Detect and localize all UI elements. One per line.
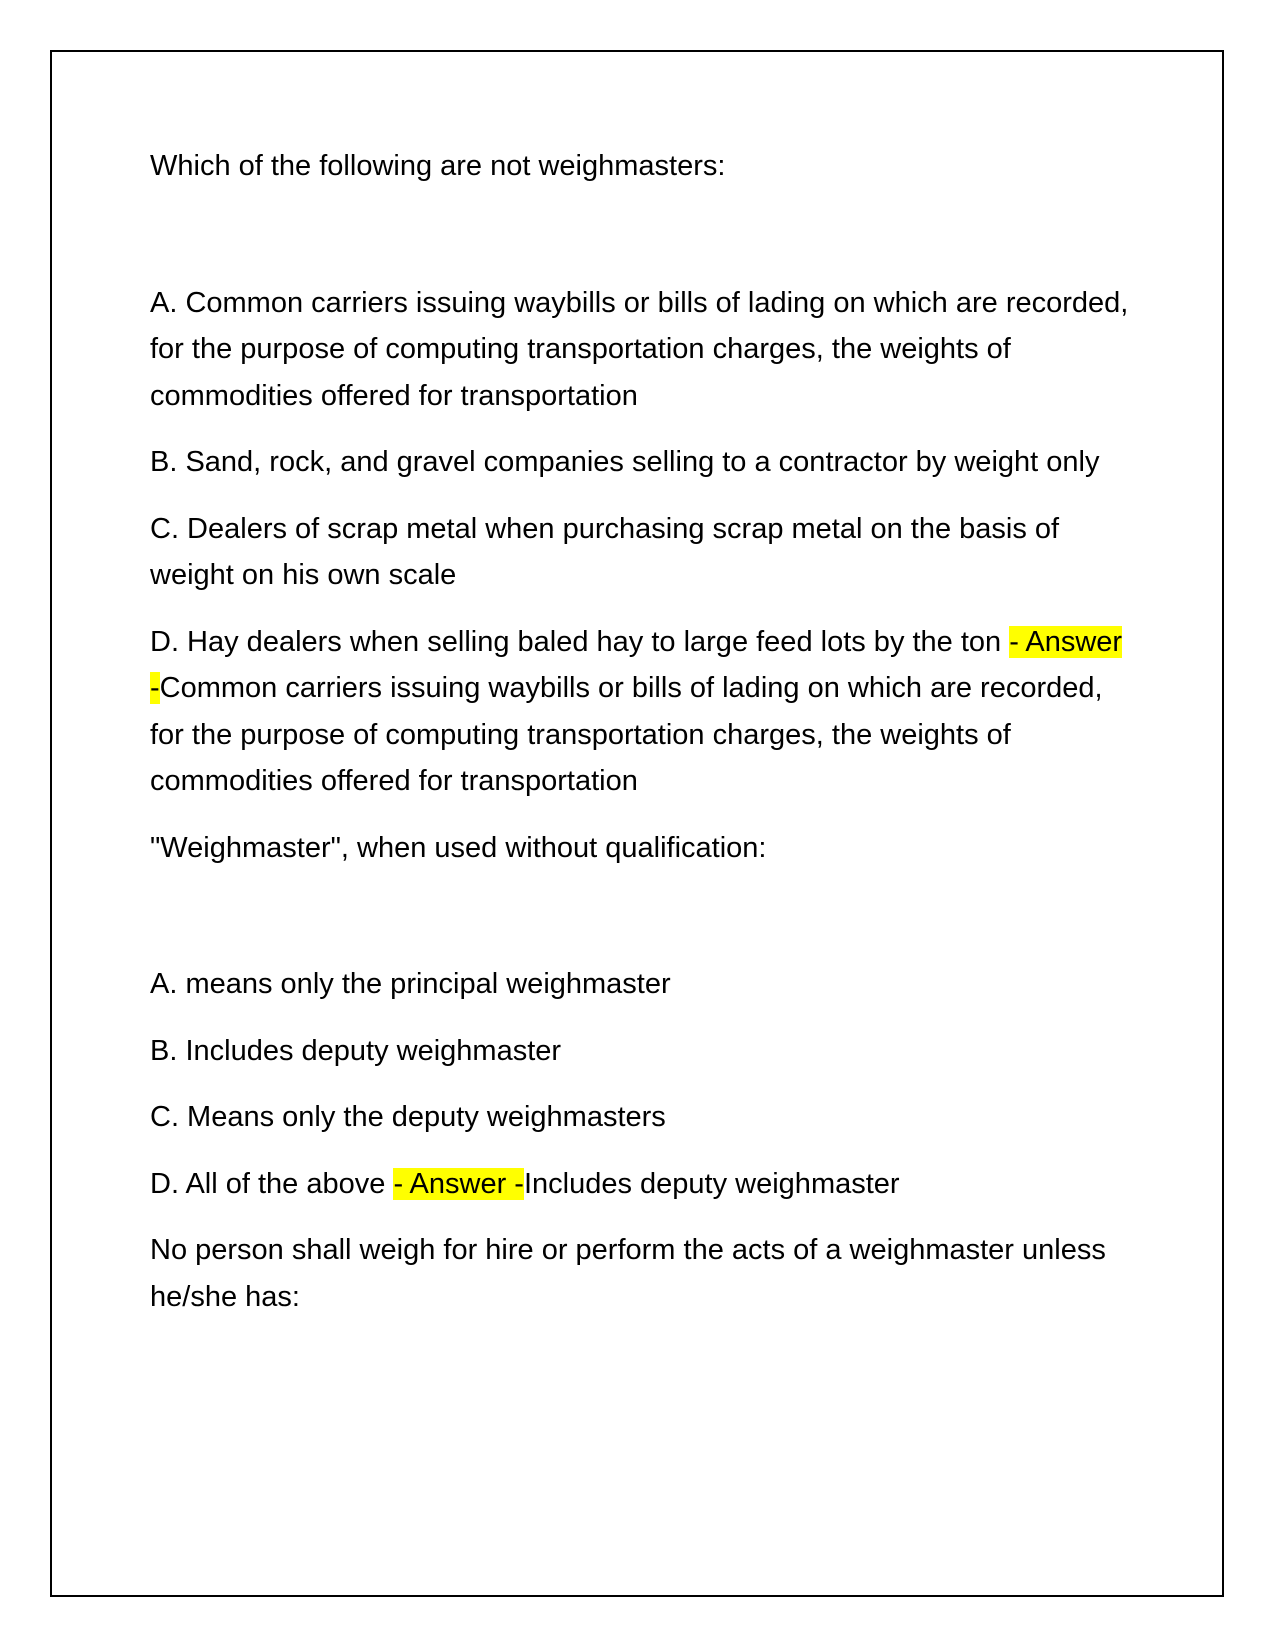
question-2-answer-text: Includes deputy weighmaster bbox=[523, 1167, 900, 1200]
question-2-option-d: D. All of the above bbox=[150, 1167, 394, 1200]
question-2-option-a: A. means only the principal weighmaster bbox=[150, 968, 671, 1000]
question-1-answer-text: Common carriers issuing waybills or bills of lading on which are recorded, for the purpose of computing transportation charges, the weights of commodities offered for transportation bbox=[150, 672, 1103, 797]
question-1-answer-marker: - Answer - bbox=[150, 625, 1123, 704]
document-body bbox=[150, 143, 1130, 1340]
question-2-option-b: B. Includes deputy weighmaster bbox=[150, 1034, 562, 1067]
question-2-option-d-with-answer bbox=[150, 1161, 1130, 1208]
question-1-option-b: B. Sand, rock, and gravel companies selling to a contractor by weight only bbox=[150, 446, 1100, 478]
question-1-stem: Which of the following are not weighmasters: bbox=[150, 150, 726, 182]
question-2-answer-marker: - Answer - bbox=[393, 1167, 524, 1200]
question-3-stem: No person shall weigh for hire or perform the acts of a weighmaster unless he/she has: bbox=[150, 1234, 1106, 1313]
question-1-option-c: C. Dealers of scrap metal when purchasing scrap metal on the basis of weight on his own scale bbox=[150, 512, 1060, 591]
question-2-option-c: C. Means only the deputy weighmasters bbox=[150, 1101, 666, 1133]
question-1-option-d-with-answer bbox=[150, 619, 1130, 805]
question-1-option-a: A. Common carriers issuing waybills or bills of lading on which are recorded, for the purpose of computing transportation charges, the weights of commodities offered for transportation bbox=[150, 286, 1129, 412]
question-2-stem: "Weighmaster", when used without qualification: bbox=[150, 831, 767, 864]
question-1-option-d: D. Hay dealers when selling baled hay to large feed lots by the ton bbox=[150, 625, 1010, 658]
